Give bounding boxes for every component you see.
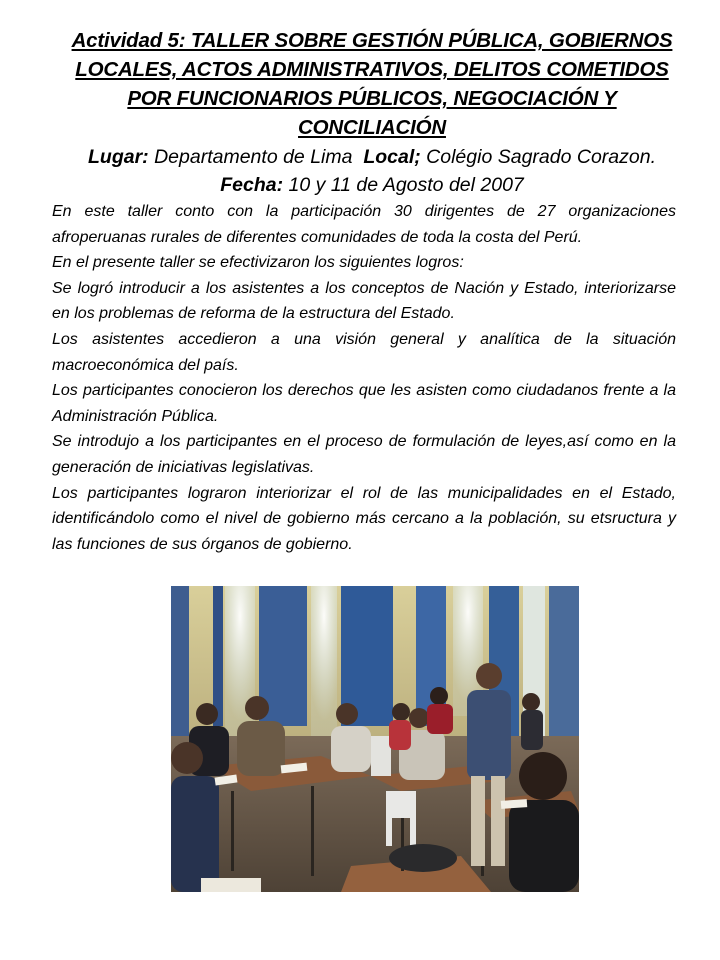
lugar-value: Departamento de Lima — [154, 146, 353, 168]
workshop-photo — [171, 586, 579, 892]
document-body — [52, 199, 676, 557]
local-value: Colégio Sagrado Corazon. — [426, 146, 656, 168]
paragraph: Se introdujo a los participantes en el proceso de formulación de leyes,así como en la generación de iniciativas legislativas. — [52, 433, 676, 476]
paragraph: Los participantes lograron interiorizar el rol de las municipalidades en el Estado, identificándolo como el nivel de gobierno más cercano a la población, su etsructura y las funciones de sus órganos de gobierno. — [52, 484, 676, 553]
paragraph: En el presente taller se efectivizaron los siguientes logros: — [52, 254, 464, 272]
local-label: Local; — [363, 146, 421, 168]
date-line — [40, 172, 704, 198]
paragraph: Se logró introducir a los asistentes a los conceptos de Nación y Estado, interiorizarse en los problemas de reforma de la estructura del Estado. — [52, 279, 676, 323]
fecha-value: 10 y 11 de Agosto del 2007 — [288, 174, 524, 196]
location-line — [40, 144, 704, 170]
paragraph: Los participantes conocieron los derechos que les asisten como ciudadanos frente a la Administración Pública. — [52, 382, 676, 425]
paragraph: Los asistentes accedieron a una visión general y analítica de la situación macroeconómica del país. — [52, 330, 676, 374]
lugar-label: Lugar: — [88, 146, 149, 168]
fecha-label: Fecha: — [220, 174, 284, 196]
paragraph: En este taller conto con la participación 30 dirigentes de 27 organizaciones afroperuanas rurales de diferentes comunidades de toda la costa del Perú. — [52, 203, 676, 246]
document-title: Actividad 5: TALLER SOBRE GESTIÓN PÚBLICA, GOBIERNOS LOCALES, ACTOS ADMINISTRATIVOS, DELITOS COMETIDOS POR FUNCIONARIOS PÚBLICOS, NEGOCIACIÓN Y CONCILIACIÓN — [71, 29, 673, 139]
